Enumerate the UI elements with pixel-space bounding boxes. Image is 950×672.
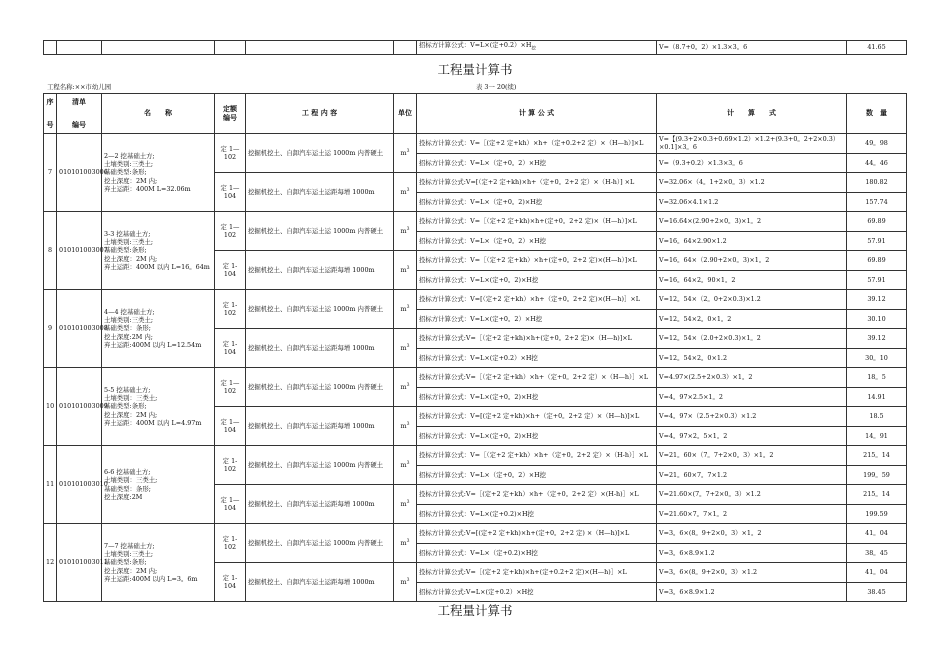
unit-superscript: 3	[406, 227, 410, 233]
unit-text: m	[400, 266, 407, 275]
project-name: 工程名称:××市幼儿园	[47, 83, 111, 91]
quantity: 41。04	[847, 563, 907, 583]
item-description	[102, 134, 215, 212]
table-row	[44, 134, 907, 154]
description-line: 弃土运距：400M 以内 L=16。64m	[104, 262, 210, 271]
unit-superscript: 3	[406, 149, 410, 155]
unit-text: m	[400, 149, 407, 158]
quantity: 18.5	[847, 407, 907, 427]
item-seq: 8	[44, 212, 57, 290]
description-line: 土壤类别:三类土;	[104, 238, 154, 247]
description-line: 土壤类别：三类土;	[104, 394, 158, 403]
description-line: 挖土深度：2M 内;	[104, 176, 158, 185]
quantity: 38.45	[847, 582, 907, 602]
header-seq: 序 号	[44, 94, 57, 134]
item-seq: 9	[44, 290, 57, 368]
description-line: 挖土深度:2M	[104, 492, 143, 501]
calc-expression: V=12。54×（2。0+2×0.3)×1.2	[657, 290, 847, 310]
description-line: 弃土运距:400M 以内 L=12.54m	[104, 340, 202, 349]
top-formula: 招标方计算公式：V=L×(定$+0.2)\times H_挖$	[417, 41, 657, 55]
description-line: 弃土运距：400M 以内 L=4.97m	[104, 418, 202, 427]
calc-formula: 招标方计算公式：V=L×（定+0。2)×H挖	[417, 192, 657, 212]
calc-expression: V=4。97×（2.5+2×0.3）×1.2	[657, 407, 847, 427]
unit-text: m	[400, 305, 407, 314]
work-content: 挖掘机挖土、自卸汽车运土运距每增 1000m	[246, 407, 394, 446]
calc-formula: 招标方计算公式：V=L×(定+0。2)×H挖	[417, 270, 657, 290]
quantity: 18。5	[847, 368, 907, 388]
quantity: 199.59	[847, 504, 907, 524]
quota-code: 定 1—102	[215, 134, 246, 173]
previous-page-row	[44, 41, 907, 55]
item-seq: 7	[44, 134, 57, 212]
previous-page-row-table	[43, 40, 907, 55]
calc-formula: 投标方计算公式：V=[(定+2 定+kh)×h+（定+0。2+2 定）×（H—h)]×L	[417, 407, 657, 427]
description-line: 土壤类别：三类土;	[104, 476, 158, 485]
work-content: 挖掘机挖土、自卸汽车运土运距每增 1000m	[246, 329, 394, 368]
unit	[394, 563, 417, 602]
calc-formula: 投标方计算公式:V=[(定+2 定+kh)×h+(定+0。2+2 定) ×（H—h)]×L	[417, 524, 657, 544]
unit-text: m	[400, 188, 407, 197]
unit-superscript: 3	[406, 461, 410, 467]
calc-expression: V=21.60×7。7×1。2	[657, 504, 847, 524]
item-seq: 10	[44, 368, 57, 446]
quota-code: 定 1-102	[215, 446, 246, 485]
calc-expression: V=3。6×8.9×1.2	[657, 543, 847, 563]
calc-formula: 招标方计算公式：V=L×(定+0。2)×H挖	[417, 387, 657, 407]
quantity: 14.91	[847, 387, 907, 407]
work-content: 挖掘机挖土、自卸汽车运土运 1000m 内普硬土	[246, 368, 394, 407]
item-seq: 12	[44, 524, 57, 602]
description-line: 挖土深度：2M 内;	[104, 566, 158, 575]
unit-superscript: 3	[406, 539, 410, 545]
header-code: 清单 编号	[57, 94, 102, 134]
description-line: 弃土运距:400M 以内 L=3。6m	[104, 574, 198, 583]
unit	[394, 446, 417, 485]
table-row	[44, 368, 907, 388]
unit-text: m	[400, 227, 407, 236]
quota-code: 定 1—104	[215, 485, 246, 524]
calc-formula: 投标方计算公式:V=［(定+2 定+kh)×h+(定+0.2+2 定)×(H—h)］×L	[417, 563, 657, 583]
quota-code: 定 1-104	[215, 251, 246, 290]
quantity: 30。10	[847, 348, 907, 368]
table-row	[44, 524, 907, 544]
quantity: 215。14	[847, 446, 907, 466]
calculation-table	[43, 93, 907, 602]
top-expression: V=（8.7+0。2）×1.3×3。6	[657, 41, 847, 55]
description-line: 3-3 挖基础土方;	[104, 229, 151, 238]
item-seq: 11	[44, 446, 57, 524]
quota-code: 定 1-104	[215, 563, 246, 602]
unit-text: m	[400, 422, 407, 431]
calc-expression: V=3。6×8.9×1.2	[657, 582, 847, 602]
unit-superscript: 3	[406, 578, 410, 584]
unit	[394, 485, 417, 524]
unit-text: m	[400, 344, 407, 353]
quantity: 30.10	[847, 309, 907, 329]
quantity: 57.91	[847, 231, 907, 251]
description-line: 6-6 挖基础土方;	[104, 468, 151, 477]
description-line: 2—2 挖基础土方;	[104, 151, 155, 160]
description-line: 7—7 挖基础土方;	[104, 541, 155, 550]
calc-formula: 招标方计算公式：V=L×（定+0。2）×H挖	[417, 153, 657, 173]
unit	[394, 524, 417, 563]
unit	[394, 212, 417, 251]
quota-code: 定 1—102	[215, 212, 246, 251]
calc-formula: 招标方计算公式：V=L×(定+0。2)×H挖	[417, 426, 657, 446]
calc-formula: 招标方计算公式：V=L×(定+0.2)×H挖	[417, 504, 657, 524]
table-row	[44, 290, 907, 310]
item-code: 010101003010	[57, 446, 102, 524]
quantity: 39.12	[847, 290, 907, 310]
quota-code: 定 1-104	[215, 329, 246, 368]
calc-expression: V=16。64×2。90×1。2	[657, 270, 847, 290]
calc-formula: 招标方计算公式:V=L×(定+0.2）×H挖	[417, 582, 657, 602]
calc-formula: 投标方计算公式：V=[（定+2 定+kh）×h+（定+0。2+2 定)×(H—h)］×L	[417, 290, 657, 310]
quantity: 69.89	[847, 212, 907, 232]
description-line: 挖土深度:2M 内;	[104, 332, 153, 341]
quota-code: 定 1-102	[215, 524, 246, 563]
work-content: 挖掘机挖土、自卸汽车运土运距每增 1000m	[246, 251, 394, 290]
calc-expression: V=12。54×（2.0+2×0.3)×1。2	[657, 329, 847, 349]
quota-code: 定 1-102	[215, 290, 246, 329]
description-line: 4—4 挖基础土方;	[104, 307, 155, 316]
calc-expression: V=12。54×2。0×1。2	[657, 309, 847, 329]
unit-superscript: 3	[406, 422, 410, 428]
quota-code: 定 1—104	[215, 407, 246, 446]
calc-formula: 招标方计算公式：V=L×（定+0。2）×H挖	[417, 465, 657, 485]
item-description	[102, 368, 215, 446]
calc-expression: V=32.06×4.1×1.2	[657, 192, 847, 212]
header-quota: 定额 编号	[215, 94, 246, 134]
work-content: 挖掘机挖土、自卸汽车运土运 1000m 内普硬土	[246, 212, 394, 251]
unit-superscript: 3	[406, 305, 410, 311]
description-line: 基础类型:条形;	[104, 402, 147, 411]
description-line: 基础类型：条形;	[104, 324, 151, 333]
unit	[394, 407, 417, 446]
item-code: 010101003007	[57, 212, 102, 290]
calc-formula: 投标方计算公式:V=［（定+2 定+kh)×h+(定+0。2+2 定)×（H—h)]×L	[417, 329, 657, 349]
quantity: 49。98	[847, 134, 907, 154]
quantity: 57.91	[847, 270, 907, 290]
quantity: 41。04	[847, 524, 907, 544]
calc-expression: V=4。97×2。5×1。2	[657, 426, 847, 446]
description-line: 基础类型:条形;	[104, 246, 147, 255]
work-content: 挖掘机挖土、自卸汽车运土运距每增 1000m	[246, 563, 394, 602]
calc-formula: 投标方计算公式:V=［（定+2 定+kh）×h+（定+0。2+2 定）×（H—h）］×L	[417, 368, 657, 388]
item-description	[102, 290, 215, 368]
item-code: 010101003006	[57, 134, 102, 212]
description-line: 土壤类别:三类土;	[104, 316, 154, 325]
quota-code: 定 1—104	[215, 173, 246, 212]
work-content: 挖掘机挖土、自卸汽车运土运 1000m 内普硬土	[246, 134, 394, 173]
unit-superscript: 3	[406, 344, 410, 350]
unit-text: m	[400, 383, 407, 392]
item-description	[102, 446, 215, 524]
unit-superscript: 3	[406, 266, 410, 272]
quantity: 38。45	[847, 543, 907, 563]
header-row	[44, 94, 907, 134]
description-line: 基础类型:条形;	[104, 168, 147, 177]
unit-text: m	[400, 461, 407, 470]
item-code: 010101003011	[57, 524, 102, 602]
description-line: 基础类型：条形;	[104, 484, 151, 493]
calc-formula: 招标方计算公式：V=L×（定+0.2)×H挖	[417, 543, 657, 563]
unit-superscript: 3	[406, 188, 410, 194]
quantity: 69.89	[847, 251, 907, 271]
description-line: 5-5 挖基础土方;	[104, 385, 151, 394]
quantity: 157.74	[847, 192, 907, 212]
unit-text: m	[400, 500, 407, 509]
item-code: 010101003009	[57, 368, 102, 446]
quantity: 215。14	[847, 485, 907, 505]
header-formula: 计 算 公 式	[417, 94, 657, 134]
unit	[394, 329, 417, 368]
header-unit: 单位	[394, 94, 417, 134]
header-quantity: 数 量	[847, 94, 907, 134]
quantity: 14。91	[847, 426, 907, 446]
table-row	[44, 212, 907, 232]
description-line: 基础类型:条形;	[104, 558, 147, 567]
calc-formula: 招标方计算公式：V=L×(定+0.2）×H挖	[417, 348, 657, 368]
calc-expression: V=32.06×（4。1+2×0。3）×1.2	[657, 173, 847, 193]
unit-text: m	[400, 578, 407, 587]
calc-expression: V=16。64×（2.90+2×0。3)×1。2	[657, 251, 847, 271]
calc-formula: 投标方计算公式：V=［（定+2 定+kh)×h+(定+0。2+2 定)×（H—h）]×L	[417, 212, 657, 232]
calc-expression: V=21.60×(7。7+2×0。3）×1.2	[657, 485, 847, 505]
item-description	[102, 524, 215, 602]
item-code: 010101003008	[57, 290, 102, 368]
work-content: 挖掘机挖土、自卸汽车运土运 1000m 内普硬土	[246, 524, 394, 563]
description-line: 土壤类别:三类土;	[104, 550, 154, 559]
description-line: 挖土深度：2M 内;	[104, 254, 158, 263]
page-title: 工程量计算书	[437, 62, 513, 77]
unit	[394, 134, 417, 173]
calc-formula: 投标方计算公式:V=［(定+2 定+kh）×h+（定+0。2+2 定）×(H-h)］×L	[417, 485, 657, 505]
calc-expression: V=3。6×(8。9+2×0。3）×1。2	[657, 524, 847, 544]
top-quantity: 41.65	[847, 41, 907, 55]
calc-expression: V=4。97×2.5×1。2	[657, 387, 847, 407]
work-content: 挖掘机挖土、自卸汽车运土运 1000m 内普硬土	[246, 446, 394, 485]
header-expression: 计 算 式	[657, 94, 847, 134]
header-content: 工 程 内 容	[246, 94, 394, 134]
item-description	[102, 212, 215, 290]
unit	[394, 173, 417, 212]
description-line: 弃土运距：400M L=32.06m	[104, 184, 191, 193]
quota-code: 定 1—102	[215, 368, 246, 407]
work-content: 挖掘机挖土、自卸汽车运土运 1000m 内普硬土	[246, 290, 394, 329]
unit	[394, 290, 417, 329]
calc-expression: V=12。54×2。0×1.2	[657, 348, 847, 368]
calc-formula: 招标方计算公式：V=L×（定+0。2）×H挖	[417, 231, 657, 251]
calc-expression: V=4.97×(2.5+2×0.3）×1。2	[657, 368, 847, 388]
unit	[394, 251, 417, 290]
description-line: 挖土深度：2M 内;	[104, 410, 158, 419]
calc-formula: 招标方计算公式：V=L×(定+0。2）×H挖	[417, 309, 657, 329]
calc-formula: 投标方计算公式:V=[（定+2 定+kh)×h+（定+0。2+2 定）×（H-h）] ×L	[417, 173, 657, 193]
quantity: 39.12	[847, 329, 907, 349]
calc-formula: 投标方计算公式：V=［(定+2 定+kh）×h+（定+0.2+2 定）×（H—h）]×L	[417, 134, 657, 154]
calc-expression: V=（9.3+0.2）×1.3×3。6	[657, 153, 847, 173]
calc-expression: V=【(9.3+2×0.3+0.69×1.2）×1.2+(9.3+0。2+2×0.3）×0.1]×3。6	[657, 134, 847, 154]
table-number: 表 3一 20(续)	[476, 83, 517, 91]
unit	[394, 368, 417, 407]
calc-formula: 投标方计算公式：V=［（定+2 定+kh）×h+(定+0。2+2 定)×(H—h）]×L	[417, 251, 657, 271]
quantity: 199。59	[847, 465, 907, 485]
work-content: 挖掘机挖土、自卸汽车运土运距每增 1000m	[246, 485, 394, 524]
calc-expression: V=16.64×(2.90+2×0。3)×1。2	[657, 212, 847, 232]
calc-formula: 投标方计算公式：V=［（定+2 定+kh）×h+（定+0。2+2 定）×（H-h）］×L	[417, 446, 657, 466]
calc-expression: V=21。60×7。7×1.2	[657, 465, 847, 485]
header-name: 名 称	[102, 94, 215, 134]
work-content: 挖掘机挖土、自卸汽车运土运距每增 1000m	[246, 173, 394, 212]
calc-expression: V=16。64×2.90×1.2	[657, 231, 847, 251]
table-row	[44, 446, 907, 466]
description-line: 土壤类别:三类土;	[104, 160, 154, 169]
unit-superscript: 3	[406, 383, 410, 389]
quantity: 44。46	[847, 153, 907, 173]
page-title-bottom: 工程量计算书	[437, 603, 513, 618]
unit-text: m	[400, 539, 407, 548]
unit-superscript: 3	[406, 500, 410, 506]
calc-expression: V=21。60×（7。7+2×0。3）×1。2	[657, 446, 847, 466]
quantity: 180.82	[847, 173, 907, 193]
calc-expression: V=3。6×(8。9+2×0。3）×1.2	[657, 563, 847, 583]
